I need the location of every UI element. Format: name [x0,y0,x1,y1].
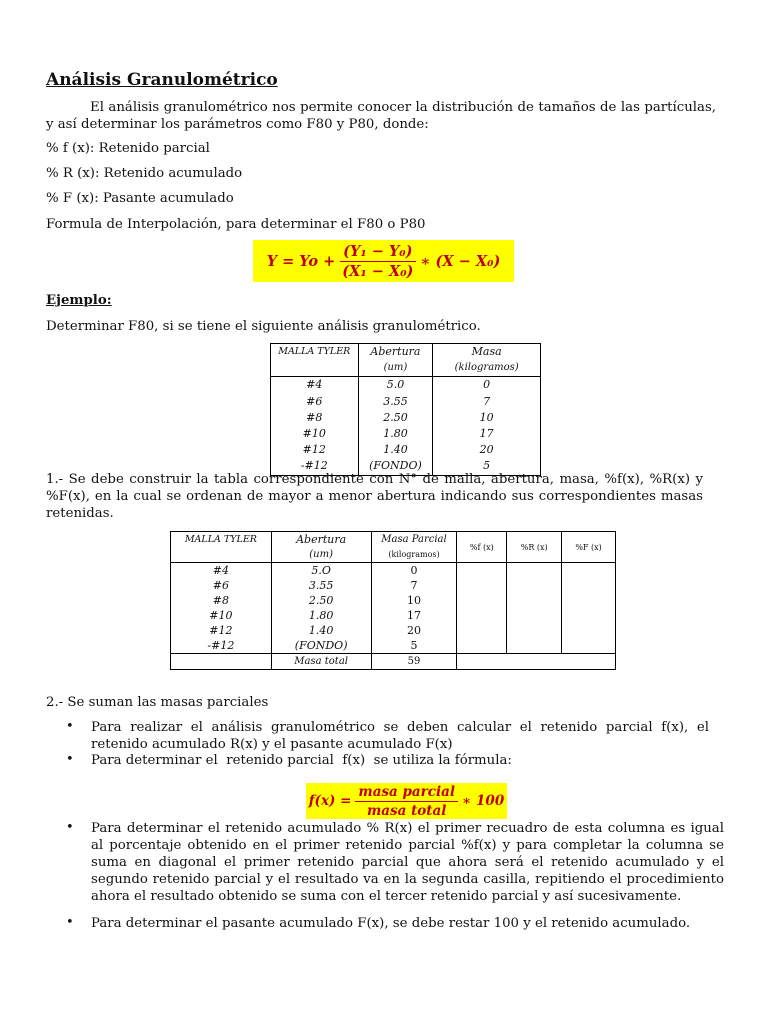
table1-cell: -#12 [271,458,359,475]
table2-header-abertura: Abertura [271,532,371,548]
interpolation-formula [253,240,514,282]
table2-cell: 7 [371,578,457,593]
retenido-parcial-formula [306,783,507,819]
table2-total-value: 59 [371,654,457,670]
table1-cell: 3.55 [358,394,433,410]
table1-cell: #6 [271,394,359,410]
example-heading: Ejemplo: [46,293,112,308]
table2-cell: #8 [171,593,272,608]
table1-cell: (FONDO) [358,458,433,475]
intro-paragraph: El análisis granulométrico nos permite conocer la distribución de tamaños de las partículas, y así determinar los parámetros como F80 y P80, donde: [46,100,716,132]
bullet-dot: • [66,719,74,734]
table-row [271,442,541,458]
formula2-fraction [355,784,458,819]
formula1-rhs: ∗ (X − X₀) [420,252,501,270]
table1-cell: 0 [483,378,491,392]
page-title: Análisis Granulométrico [46,70,278,90]
bullet-4: Para determinar el pasante acumulado F(x), se debe restar 100 y el retenido acumulado. [91,916,691,931]
table2-total-row [171,654,616,670]
table1-cell: 7 [483,394,491,408]
interpolation-label: Formula de Interpolación, para determinar el F80 o P80 [46,217,426,232]
table1-cell: 20 [479,443,494,457]
table2-cell: 0 [371,563,457,579]
formula1-lhs: Y = Yo + [266,252,336,270]
formula2-lhs: f(x) = [308,793,352,809]
formula2-numerator: masa parcial [355,784,458,802]
table2-cell: 1.40 [271,623,371,638]
example-text: Determinar F80, si se tiene el siguiente análisis granulométrico. [46,319,481,334]
formula1-numerator: (Y₁ − Y₀) [340,243,415,262]
definition-r: % R (x): Retenido acumulado [46,166,243,181]
table1-cell: 1.40 [358,442,433,458]
table2-rx-column [507,563,562,654]
table1-header-abertura: Abertura [358,344,433,361]
bullet-dot: • [66,752,74,767]
step1-paragraph: 1.- Se debe construir la tabla correspondiente con N° de malla, abertura, masa, %f(x), %R(x) y %F(x), en la cual se ordenan de mayor a menor abertura indicando sus correspondientes masas retenidas. [46,472,703,521]
table1-unit-masa: (kilogramos) [454,362,519,374]
table2-cell: (FONDO) [271,638,371,654]
table2-cell: 17 [371,608,457,623]
table2-header-malla: MALLA TYLER [171,532,272,548]
table2-total-empty [171,654,272,670]
table2-cell: 1.80 [271,608,371,623]
table-row [271,426,541,442]
table1-cell: 2.50 [358,410,433,426]
table2-total-blank [457,654,616,670]
bullet-dot: • [66,820,74,835]
table-granulometric-analysis [170,531,616,670]
bullet-2: Para determinar el retenido parcial f(x) se utiliza la fórmula: [91,753,512,768]
table2-cell: 5.O [271,563,371,579]
table2-header-fx: %f (x) [457,532,507,563]
table2-unit-masa: (kilogramos) [371,547,457,563]
formula2-denominator: masa total [366,802,447,819]
formula1-denominator: (X₁ − X₀) [342,262,414,280]
table1-cell: #8 [271,410,359,426]
table-row [271,410,541,426]
table2-header-Fx: %F (x) [575,542,602,552]
table2-cell: #4 [171,563,272,579]
table1-unit-malla [271,360,359,377]
table-row [271,394,541,410]
formula1-fraction [339,243,416,280]
table-row [271,377,541,394]
bullet-3: Para determinar el retenido acumulado % R(x) el primer recuadro de esta columna es igual al porcentaje obtenido en el primer retenido parcial %f(x) y para completar la columna se suma en diagonal el primer retenido parcial que ahora será el retenido acumulado y el segundo retenido parcial y el resultado va en la segunda casilla, repitiendo el procedimiento ahora el resultado obtenido se suma con el tercer retenido parcial y así sucesivamente. [91,821,724,904]
step2-text: 2.- Se suman las masas parciales [46,695,269,710]
table1-cell: 5.0 [358,377,433,394]
table-row [171,563,616,579]
bullet-1: Para realizar el análisis granulométrico se deben calcular el retenido parcial f(x), el retenido acumulado R(x) y el pasante acumulado F(x) [91,720,709,752]
table2-fx-column [457,563,507,654]
table1-cell: 10 [479,410,494,424]
table2-header-rx: %R (x) [507,532,562,563]
definition-F: % F (x): Pasante acumulado [46,191,234,206]
table1-cell: 1.80 [358,426,433,442]
table2-cell: #6 [171,578,272,593]
table2-cell: -#12 [171,638,272,654]
table2-cell: 2.50 [271,593,371,608]
table2-cell: 10 [371,593,457,608]
table2-total-label: Masa total [271,654,371,670]
table2-cell: #12 [171,623,272,638]
bullet-dot: • [66,915,74,930]
formula2-rhs: ∗ 100 [462,793,505,809]
table2-header-masa: Masa Parcial [371,532,457,548]
definition-f: % f (x): Retenido parcial [46,141,210,156]
table2-unit-malla [171,547,272,563]
table1-cell: #10 [271,426,359,442]
table2-cell: 5 [371,638,457,654]
table-sieve-data [270,343,541,476]
table1-cell: #4 [271,377,359,394]
table1-cell: 5 [483,459,491,473]
table2-cell: #10 [171,608,272,623]
table2-unit-abertura: (um) [271,547,371,563]
table2-Fx-column [562,563,616,654]
table2-cell: 20 [371,623,457,638]
table1-header-malla: MALLA TYLER [271,344,359,361]
table1-cell: #12 [271,442,359,458]
table2-cell: 3.55 [271,578,371,593]
table1-cell: 17 [479,427,494,441]
table1-header-masa: Masa [471,345,502,358]
table1-unit-abertura: (um) [358,360,433,377]
